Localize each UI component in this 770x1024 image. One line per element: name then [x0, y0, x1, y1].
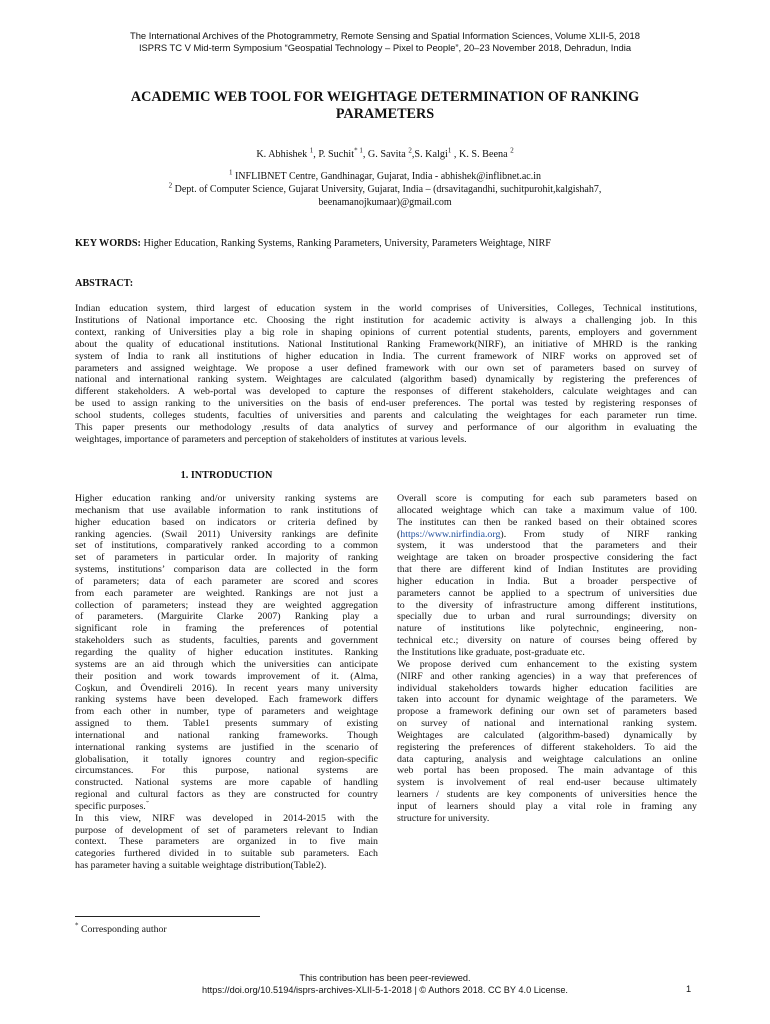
intro-left-line: Higher education ranking and/or university ranking systems are [75, 493, 378, 504]
intro-right-line: allocated weightage which can take a maximum value of 100. [397, 504, 697, 516]
abstract-line: This paper presents our methodology ,results of data analytics of survey and performance of our algorithm in evaluating the [75, 422, 697, 434]
keywords-text: Higher Education, Ranking Systems, Ranking Parameters, University, Parameters Weightage, NIRF [143, 238, 551, 249]
intro-left-line: systems are an aid through which the universities can anticipate [75, 658, 378, 670]
page-footer [90, 972, 680, 996]
affiliation-1 [60, 170, 710, 183]
running-header [40, 30, 730, 54]
intro-left-line: stakeholders such as students, faculties, parents and government [75, 635, 378, 647]
affil-mark: 2 [168, 181, 173, 190]
intro-right-line: The institutes can then be ranked based on their obtained scores [397, 516, 697, 528]
intro-left-line: regional and cultural factors as they are constructed for country [75, 789, 378, 801]
intro-right-line: technical etc.; diversity on nature of courses being offered by [397, 635, 697, 647]
paper-title [70, 89, 700, 123]
intro-right-line: that there are different kind of Indian Institutes are providing [397, 564, 697, 576]
author-list: K. Abhishek $^1$, P. Suchit$^{* 1}$, G. Savita $^2$,S. Kalgi$^1$ , K. S. Beena $^2$ [256, 146, 514, 160]
intro-right-line: data capturing, analysis and weightage calculations an online [397, 753, 697, 765]
intro-left-line: set of institutions, comparatively ranked according to a common [75, 540, 378, 552]
abstract-line: weightages, importance of parameters and perception of stakeholders of institutes at various levels. [75, 433, 467, 445]
author-affil-mark: 1 [309, 146, 314, 155]
author-name: G. Savita [367, 149, 406, 160]
footnote [75, 921, 167, 936]
abstract-line: Indian education system, third largest of education system in the world comprises of Universities, Colleges, Technical institutions, [75, 303, 697, 314]
intro-left-line: In this view, NIRF was developed in 2014-2015 with the [75, 812, 378, 824]
title-line-1: ACADEMIC WEB TOOL FOR WEIGHTAGE DETERMINATION OF RANKING [130, 89, 640, 105]
intro-left-line: assigned to them. Table1 presents summary of existing [75, 718, 378, 730]
intro-left-line: purpose of development of set of parameters relevant to Indian [75, 824, 378, 836]
abstract-body [75, 303, 697, 446]
intro-right-line: registering the preferences of different stakeholders. To aid the [397, 741, 697, 753]
intro-right-line: higher education in India. But a broader perspective of [397, 575, 697, 587]
footnote-ref-mark: * [145, 800, 150, 807]
footer-doi-license: https://doi.org/10.5194/isprs-archives-XLII-5-1-2018 | © Authors 2018. CC BY 4.0 License. [202, 985, 568, 995]
intro-left-line: globalisation, it totally ignores country and region-specific [75, 753, 378, 765]
intro-right-line: on survey of national and international ranking system. [397, 718, 697, 730]
footer-peer-review: This contribution has been peer-reviewed. [299, 973, 471, 983]
affiliation-2-text: Dept. of Computer Science, Gujarat University, Gujarat, India – (drsavitagandhi, suchitpurohit,kalgishah7, [174, 184, 602, 195]
intro-right-line: Weightages are calculated (algorithm-based) dynamically by [397, 729, 697, 741]
affiliation-2 [60, 183, 710, 196]
intro-right-line: web portal has been proposed. The main advantage of this [397, 765, 697, 777]
intro-left-line: from each other in number, type of parameters and weightage [75, 706, 378, 718]
intro-left-line: collection of parameters; instead they are weighted aggregation [75, 599, 378, 611]
intro-right-line: individual stakeholders towards higher education facilities are [397, 682, 697, 694]
abstract-line: parameters and assigned weightage. We propose a user defined framework with our own set of parameters based on survey of [75, 362, 697, 374]
intro-left-line: categories furthered divided in to suitable sub parameters. Each [75, 848, 378, 860]
intro-right-line-with-link: (https://www.nirfindia.org). From study of NIRF ranking [397, 528, 697, 540]
intro-right-line: input of learners should play a vital role in framing any [397, 800, 697, 812]
intro-right-line: specially due to urban and rural surroundings; diversity on [397, 611, 697, 623]
intro-right-line: parameters cannot be applied to a spectrum of universities due [397, 587, 697, 599]
intro-left-line: international and national ranking frameworks. Though [75, 729, 378, 741]
intro-right-line: learners / students are key components of universities hence the [397, 789, 697, 801]
intro-right-line: weightage are taken on broader prospective considering the fact [397, 552, 697, 564]
affiliation-2-cont: beenamanojkumaar)@gmail.com [318, 197, 452, 208]
intro-right-column [397, 493, 697, 825]
intro-right-line: structure for university. [397, 812, 490, 824]
abstract-line: Institutions of National importance etc. Choosing the right institution for academic activity is always a challenging job. In this [75, 314, 697, 326]
abstract-line: school students, colleges students, faculties of universities and parents and calculating the weightages for each parameter run time. [75, 410, 697, 422]
intro-right-line: system, it was understood that the parameters and their [397, 540, 697, 552]
intro-left-line: set of parameters in particular order. In majority of ranking [75, 552, 378, 564]
intro-left-line: higher education based on indicators or criteria defined by [75, 516, 378, 528]
intro-right-line: nature of institutions like polytechnic, engineering, non- [397, 623, 697, 635]
intro-left-line: specific purposes.* [75, 801, 378, 813]
intro-left-column [75, 493, 378, 872]
intro-left-line: context. These parameters are organized in to five main [75, 836, 378, 848]
intro-right-line: propose a framework defining our own set of parameters based [397, 706, 697, 718]
intro-left-line: from each parameter are weighted. Rankings are not just a [75, 587, 378, 599]
intro-right-line: (NIRF and other ranking agencies) in a way that preferences of [397, 670, 697, 682]
intro-right-line: Overall score is computing for each sub parameters based on [397, 493, 697, 504]
intro-right-line: the Institutions like graduate, post-graduate etc. [397, 646, 585, 658]
intro-left-line: Coşkun, and Övendireli 2016). In recent years many university [75, 682, 378, 694]
abstract-heading: ABSTRACT: [75, 278, 134, 289]
abstract-line: system of India to rank all institutions of higher education in India. The current framework of NIRF works on approved set of [75, 350, 697, 362]
intro-left-line: ranking systems have been developed. Each framework differs [75, 694, 378, 706]
author-name: S. Kalgi [414, 149, 448, 160]
abstract-line: about the quality of educational institutions. National Institutional Ranking Framework(NIRF), an initiative of MHRD is the ranking [75, 338, 697, 350]
page-number: 1 [686, 984, 692, 994]
intro-left-line: systems, institutions’ comparison data are collected in the form [75, 564, 378, 576]
affiliations [60, 170, 710, 209]
intro-left-line: their position and work towards improvement of it. (Alma, [75, 670, 378, 682]
intro-left-line: significant role in framing the preferences of potential [75, 623, 378, 635]
section-heading-introduction: 1. INTRODUCTION [180, 470, 273, 481]
abstract-line: be used to assign ranking to the universities on the basis of end-user preferences. The portal was tested by registering responses of [75, 398, 697, 410]
author-name: K. S. Beena [458, 149, 508, 160]
author-name: K. Abhishek [256, 149, 308, 160]
intro-left-line: of parameters. (Marguirite Clarke 2007) Ranking play a [75, 611, 378, 623]
affil-mark: 1 [228, 168, 233, 177]
intro-right-line: to the diversity of infrastructure among different institutions, [397, 599, 697, 611]
author-affil-mark: 2 [408, 146, 412, 155]
intro-right-line: system is involvement of real end-user because ultimately [397, 777, 697, 789]
abstract-line: different stakeholders. A web-portal was developed to capture the responses of different stakeholders, calculate weightages and can [75, 386, 697, 398]
intro-left-line: regarding the quality of higher education institutes. Ranking [75, 646, 378, 658]
author-affil-mark: 2 [510, 146, 514, 155]
intro-left-line: constructed. National systems are more capable of handling [75, 777, 378, 789]
author-affil-mark: * 1 [354, 146, 363, 155]
header-line-1: The International Archives of the Photogrammetry, Remote Sensing and Spatial Information Sciences, Volume XLII-5, 2018 [129, 30, 640, 41]
header-line-2: ISPRS TC V Mid-term Symposium “Geospatial Technology – Pixel to People”, 20–23 November 2018, Dehradun, India [138, 42, 632, 53]
intro-left-line: ranking agencies. (Swail 2011) University rankings are definite [75, 528, 378, 540]
intro-left-line: mechanism that use available information to rank institutions of [75, 504, 378, 516]
footnote-mark: * [75, 921, 79, 930]
footnote-rule [75, 916, 260, 917]
intro-left-line: of parameters; data of each parameter are scored and scores [75, 575, 378, 587]
author-affil-mark: 1 [447, 146, 452, 155]
abstract-line: national and international ranking system. Weightages are calculated (algorithm based) dynamically by registering the preferences of [75, 374, 697, 386]
footnote-text: Corresponding author [78, 924, 167, 935]
intro-right-line: taken into account for dynamic weightage of the parameters. We [397, 694, 697, 706]
keywords-label: KEY WORDS: [75, 238, 141, 249]
intro-left-line: international ranking systems are justified in the scenario of [75, 741, 378, 753]
intro-right-line: We propose derived cum enhancement to the existing system [397, 658, 697, 670]
keywords [75, 237, 700, 250]
intro-left-line: has parameter having a suitable weightage distribution(Table2). [75, 860, 327, 872]
abstract-line: context, ranking of Universities play a big role in shaping opinions of current potential students, parents, employers and government [75, 326, 697, 338]
title-line-2: PARAMETERS [335, 106, 435, 122]
intro-left-line: circumstances. For this purpose, national systems are [75, 765, 378, 777]
nirf-website-link[interactable]: https://www.nirfindia.org [400, 528, 501, 540]
affiliation-1-text: INFLIBNET Centre, Gandhinagar, Gujarat, India - abhishek@inflibnet.ac.in [234, 171, 542, 182]
author-name: P. Suchit [318, 149, 355, 160]
